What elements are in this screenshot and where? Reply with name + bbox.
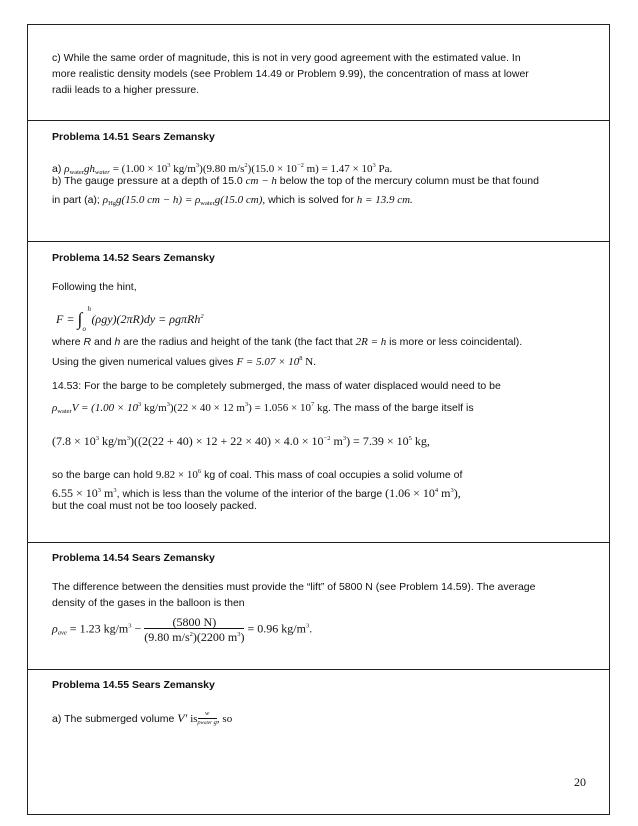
a-expr-1: = (1.00 × 10: [112, 163, 168, 175]
integrand: (ρgy)(2πR)dy = ρgπRh: [91, 312, 201, 326]
p52-integral-equation: [56, 305, 204, 333]
p51-a-label: a): [52, 163, 62, 175]
eq-part-a: = 1.23 kg: [66, 621, 116, 636]
lift-fraction: [144, 616, 244, 643]
subscript-hg: Hg: [108, 200, 117, 207]
page-number: 20: [574, 775, 586, 789]
m-unit: m: [118, 621, 129, 636]
problem-14-52-title: Problema 14.52 Sears Zemansky: [52, 252, 215, 264]
kg-unit: kg: [141, 402, 155, 414]
subscript-ave: ave: [57, 629, 67, 637]
exp-3b: 3: [126, 435, 130, 442]
eq2-part-e: ) = 7.39 × 10: [346, 434, 409, 448]
a-text: a) The submerged volume: [52, 712, 175, 725]
p51-part-b-line-1: [52, 175, 539, 188]
b-equation-2: g(15.0 cm),: [214, 194, 266, 206]
weight-fraction: [198, 710, 217, 728]
slash: /: [184, 163, 188, 175]
N-unit: N.: [302, 356, 316, 368]
F-result: F = 5.07 × 10: [236, 356, 300, 368]
section-divider: [28, 241, 609, 242]
m-unit: m: [101, 486, 114, 500]
gh-symbol: gh: [83, 163, 95, 175]
p53-coal-line: [52, 465, 462, 482]
p52-hint: Following the hint,: [52, 281, 137, 293]
p52-using-line: [52, 352, 316, 369]
subscript-water-2: water: [94, 169, 110, 176]
rho-symbol: ρ: [197, 719, 201, 726]
volume-text: , which is less than the volume of the interior of the barge: [116, 488, 383, 500]
exp-3: 3: [97, 487, 102, 494]
fraction-denominator: (9.80 $m/s^2)(2200$ $m^3$): [144, 630, 245, 644]
and-text: and: [94, 336, 112, 348]
eq-end: .: [309, 621, 313, 636]
R-symbol: R: [83, 336, 92, 348]
b-equation: g(15.0 cm − h) = ρ: [116, 194, 201, 206]
exp-6: 6: [197, 468, 202, 475]
intro-c-line-1: c) While the same order of magnitude, this is not in very good agreement with the estimated value. In: [52, 52, 521, 64]
barge-volume: (1.06 × 10: [385, 486, 435, 500]
exp-neg2: −2: [323, 435, 331, 442]
problem-14-51-title: Problema 14.51 Sears Zemansky: [52, 131, 215, 143]
intro-c-line-2: more realistic density models (see Problem 14.49 or Problem 9.99), the concentration of mass at lower: [52, 68, 529, 80]
cm-minus-h: cm − h: [245, 175, 277, 187]
problem-14-54-title: Problema 14.54 Sears Zemansky: [52, 552, 215, 564]
den-part-a: (9.80 m: [144, 630, 182, 644]
p54-equation: $\rho_{ave} = 1.23$ $kg/m^3$ − $\frac{(5800 N)}{(9.80 m/s^2)(2200 m^3)}$ = 0.96 $kg/m^3$.: [52, 615, 313, 644]
rho-symbol-b: ρ: [102, 194, 109, 206]
fraction-numerator: (5800 N): [144, 616, 244, 629]
kg-unit: kg: [170, 163, 185, 175]
rho-symbol: ρ: [52, 621, 58, 636]
exp-3b: 3: [113, 487, 117, 494]
2R-equals-h: 2R = h: [355, 336, 387, 348]
where-text-3: is more or less coincidental).: [389, 336, 523, 348]
coal-volume: 6.55 × 10: [52, 486, 98, 500]
coal-text-1: so the barge can hold: [52, 469, 153, 481]
p53-volume-line: [52, 484, 461, 501]
integral-symbol: ∫: [77, 309, 83, 329]
p53-lead: 14.53: For the barge to be completely submerged, the mass of water displaced would need to be: [52, 380, 501, 392]
minus-sign: −: [131, 621, 145, 636]
p54-line-2: density of the gases in the balloon is then: [52, 597, 245, 609]
p51-part-b-line-2: [52, 194, 413, 210]
p54-line-1: The difference between the densities must provide the “lift” of 5800 N (see Problem 14.59). The average: [52, 581, 536, 593]
slash-2: /: [237, 163, 241, 175]
exp-3: 3: [138, 401, 142, 408]
h-water-sub: [95, 163, 110, 175]
exp-neg2: −2: [296, 162, 304, 169]
eq-part-b: = 0.96 kg: [244, 621, 294, 636]
h-symbol: h: [114, 336, 121, 348]
m-unit: m: [187, 163, 196, 175]
integral-lower-limit: o: [82, 325, 86, 333]
b-text-4: which is solved for: [268, 194, 354, 206]
eq2-part-c: )((2(22 + 40) × 12 + 22 × 40) × 4.0 × 10: [129, 434, 324, 448]
subscript-water: water: [57, 408, 72, 415]
volume-end: ),: [453, 486, 461, 500]
section-divider: [28, 120, 609, 121]
m-unit-2: m: [438, 486, 451, 500]
F-equals: F =: [56, 312, 78, 326]
b-text-3: in part (a);: [52, 194, 100, 206]
where-text-2: are the radius and height of the tank (the fact that: [123, 336, 353, 348]
exp-3c: 3: [372, 162, 376, 169]
subscript-water-b: water: [200, 200, 215, 207]
a-expr-3: )(15.0 × 10: [247, 163, 297, 175]
den-part-b: )(2200 m: [192, 630, 238, 644]
exp-5: 5: [408, 435, 412, 442]
g-symbol: g: [213, 719, 217, 726]
pa-unit: Pa.: [375, 163, 393, 175]
m-unit: m: [117, 434, 127, 448]
eq1-part-c: )(22 × 40 × 12 m: [169, 402, 245, 414]
coal-text-2: kg of coal. This mass of coal occupies a solid volume of: [204, 469, 463, 481]
exp-3c: 3: [342, 435, 347, 442]
coal-mass: 9.82 × 10: [155, 469, 198, 481]
p53-equation-2: ($7.8 \times 10^3$ $kg/m^3)((2(22 + 40) \times 12 + 22 \times 40) \times 4.0 \times 10^{-2}$ $m^3) = 7.39 \times 10^5$ kg,: [52, 434, 430, 448]
exp-3b: 3: [166, 401, 170, 408]
b-text-1: b) The gauge pressure at a depth of 15.0: [52, 175, 243, 187]
kg-unit-2: kg,: [411, 434, 430, 448]
exp-4: 4: [434, 487, 439, 494]
so-text: , so: [216, 712, 233, 725]
eq1-part-a: V = (1.00 × 10: [71, 402, 138, 414]
m-unit-2: m: [330, 434, 343, 448]
exp-3: 3: [167, 162, 171, 169]
using-text: Using the given numerical values gives: [52, 356, 234, 368]
rho-symbol: ρ: [52, 402, 58, 414]
a-expr-4: m) = 1.47 × 10: [303, 163, 373, 175]
V-prime: V′: [177, 710, 188, 725]
exp-3c: 3: [244, 401, 249, 408]
intro-c-line-3: radii leads to a higher pressure.: [52, 84, 200, 96]
where-text: where: [52, 336, 81, 348]
exp-7: 7: [311, 401, 315, 408]
eq1-tail-text: The mass of the barge itself is: [333, 402, 474, 414]
problem-14-55-title: Problema 14.55 Sears Zemansky: [52, 679, 215, 691]
exp-2: 2: [200, 313, 204, 320]
is-text: is: [190, 712, 198, 725]
a-expr-2: )(9.80 m: [199, 163, 238, 175]
den-part-c: ): [240, 630, 245, 644]
subscript-water: water: [69, 169, 84, 176]
integral-sign: [77, 305, 91, 333]
kg-unit: kg: [99, 434, 115, 448]
exp-3c: 3: [450, 487, 454, 494]
exp-2: 2: [244, 162, 248, 169]
fraction-numerator: w: [198, 710, 217, 719]
section-divider: [28, 669, 609, 670]
s-unit: s: [240, 163, 245, 175]
eq2-part-a: (7.8 × 10: [52, 434, 96, 448]
b-text-2: below the top of the mercury column must be that found: [279, 175, 539, 187]
exp-8: 8: [299, 355, 303, 362]
exp-3b: 3: [195, 162, 200, 169]
p53-equation-1: $\rho_{water}V = (1.00 \times 10^3$ $kg/m^3)(22 \times 40 \times 12$ $m^3) = 1.056 \times 10^7$ kg. The mass of the barge itself is: [52, 401, 474, 415]
m-unit: m: [158, 402, 167, 414]
kg-unit-2: kg.: [314, 402, 331, 414]
exp-3: 3: [95, 435, 100, 442]
subscript-water: water: [200, 721, 213, 726]
s-unit: s: [184, 630, 190, 644]
b-result: h = 13.9 cm.: [356, 194, 413, 206]
integral-upper-limit: h: [87, 305, 91, 313]
m-unit-2: m: [296, 621, 306, 636]
p53-last-line: but the coal must not be too loosely packed.: [52, 500, 257, 512]
eq1-part-d: ) = 1.056 × 10: [248, 402, 311, 414]
p55-part-a: [52, 710, 232, 728]
rho-symbol: ρ: [64, 163, 70, 175]
section-divider: [28, 542, 609, 543]
p52-where-line: [52, 336, 522, 349]
